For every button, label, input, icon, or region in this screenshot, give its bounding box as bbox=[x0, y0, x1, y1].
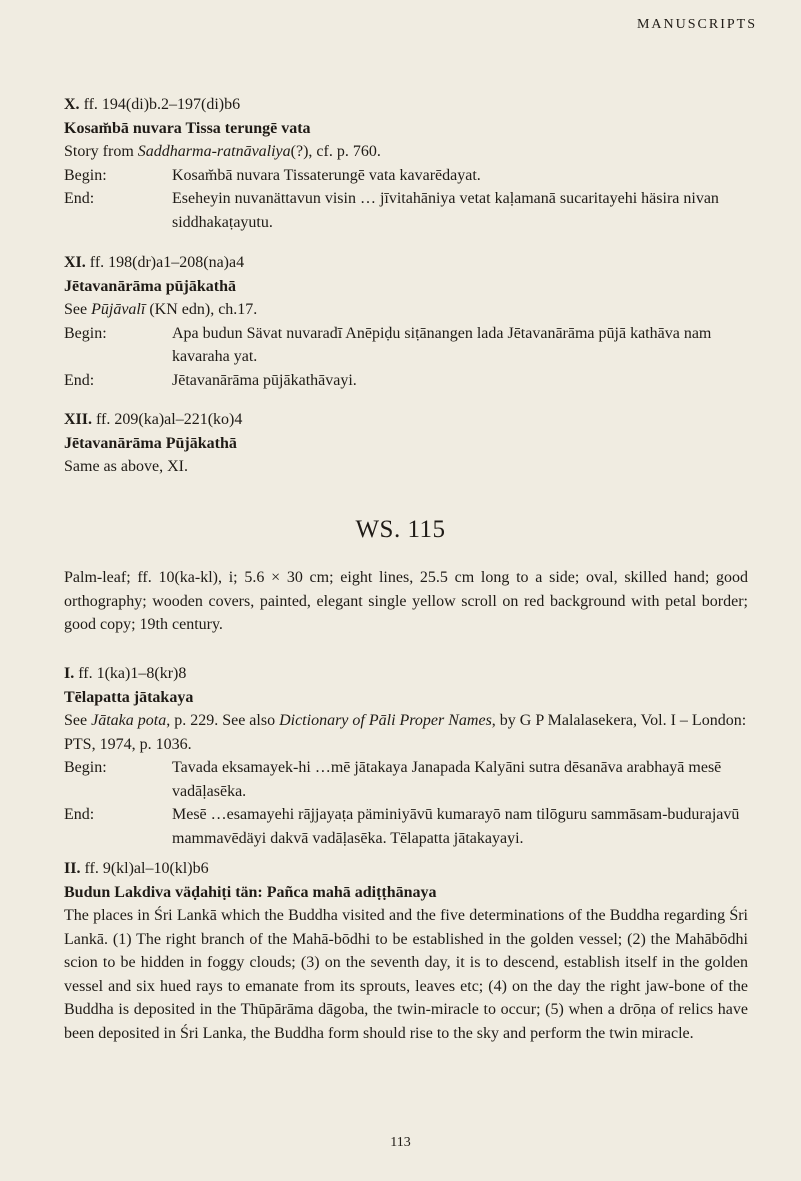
entry-xi bbox=[64, 251, 748, 392]
entry-i bbox=[64, 662, 748, 850]
begin-row: Begin: Kosam̆bā nuvara Tissaterungē vata kavarēdayat. bbox=[64, 166, 481, 184]
running-header: MANUSCRIPTS bbox=[636, 17, 757, 32]
entry-title: Tēlapatta jātakaya bbox=[64, 688, 194, 706]
entry-ii bbox=[64, 857, 748, 1045]
entry-number: I. bbox=[64, 665, 75, 682]
entry-number: XII. bbox=[64, 411, 93, 428]
entry-source: Story from Saddharma-ratnāvaliya(?), cf. p. 760. bbox=[64, 143, 381, 160]
entry-title: Jētavanārāma pūjākathā bbox=[64, 277, 237, 295]
end-row: End: Jētavanārāma pūjākathāvayi. bbox=[64, 371, 357, 389]
entry-title: Kosam̆bā nuvara Tissa terungē vata bbox=[64, 119, 311, 137]
entry-body: The places in Śri Lankā which the Buddha visited and the five determinations of the Buddha regarding Śri Lankā. (1) The right branch of the Mahā-bōdhi to be established in the golden vessel; (2) the Mahābōdhi scion to be hidden in foggy clouds; (3) on the seventh day, it is to descend, establish itself in the golden vessel and six hued rays to emanate from its sprouts, leaves etc; (4) on the day the right jaw-bone of the Buddha is deposited in the Thūpārāma dāgoba, the twin-miracle to occur; (5) when a drōṇa of relics have been deposited in Śri Lanka, the Buddha form should rise to the sky and perform the twin miracle. bbox=[64, 907, 748, 1042]
begin-row: Begin: Apa budun Sävat nuvaradī Anēpiḍu siṭānangen lada Jētavanārāma pūjā kathāva nam kavaraha yat. bbox=[64, 324, 712, 365]
manuscript-description: Palm-leaf; ff. 10(ka-kl), i; 5.6 × 30 cm; eight lines, 25.5 cm long to a side; oval, skilled hand; good orthography; wooden covers, painted, elegant single yellow scroll on red background with petal border; good copy; 19th century. bbox=[64, 569, 748, 633]
end-row: End: Mesē …esamayehi rājjayaṭa päminiyāvū kumarayō nam tilōguru sammāsam-budurajavū mammavēdäyi dakvā vadāḷasēka. Tēlapatta jātakayayi. bbox=[64, 806, 740, 847]
entry-title: Budun Lakdiva väḍahiṭi tän: Pañca mahā adiṭṭhānaya bbox=[64, 883, 437, 901]
entry-folio: X. ff. 194(di)b.2–197(di)b6 bbox=[64, 96, 241, 113]
entry-number: XI. bbox=[64, 254, 86, 271]
entry-folio: I. ff. 1(ka)1–8(kr)8 bbox=[64, 665, 187, 682]
entry-source: See Pūjāvalī (KN edn), ch.17. bbox=[64, 301, 258, 318]
entry-source: See Jātaka pota, p. 229. See also Dictionary of Pāli Proper Names, by G P Malalasekera, Vol. I – London: PTS, 1974, p. 1036. bbox=[64, 712, 747, 753]
entry-xii bbox=[64, 408, 748, 479]
entry-note: Same as above, XI. bbox=[64, 458, 188, 475]
end-row: End: Eseheyin nuvanättavun visin … jīvitahāniya vetat kaḷamanā sucaritayehi häsira nivan siddhakaṭayutu. bbox=[64, 190, 719, 231]
entry-folio: II. ff. 9(kl)al–10(kl)b6 bbox=[64, 860, 209, 877]
page-number: 113 bbox=[390, 1135, 411, 1150]
entry-title: Jētavanārāma Pūjākathā bbox=[64, 434, 237, 452]
entry-number: II. bbox=[64, 860, 81, 877]
entry-number: X. bbox=[64, 96, 80, 113]
entry-folio: XI. ff. 198(dr)a1–208(na)a4 bbox=[64, 254, 245, 271]
entry-x bbox=[64, 93, 748, 234]
begin-row: Begin: Tavada eksamayek-hi …mē jātakaya Janapada Kalyāni sutra dēsanāva arabhayā mesē vadāḷasēka. bbox=[64, 759, 722, 800]
manuscript-heading: WS. 115 bbox=[355, 516, 446, 543]
entry-folio: XII. ff. 209(ka)al–221(ko)4 bbox=[64, 411, 243, 428]
